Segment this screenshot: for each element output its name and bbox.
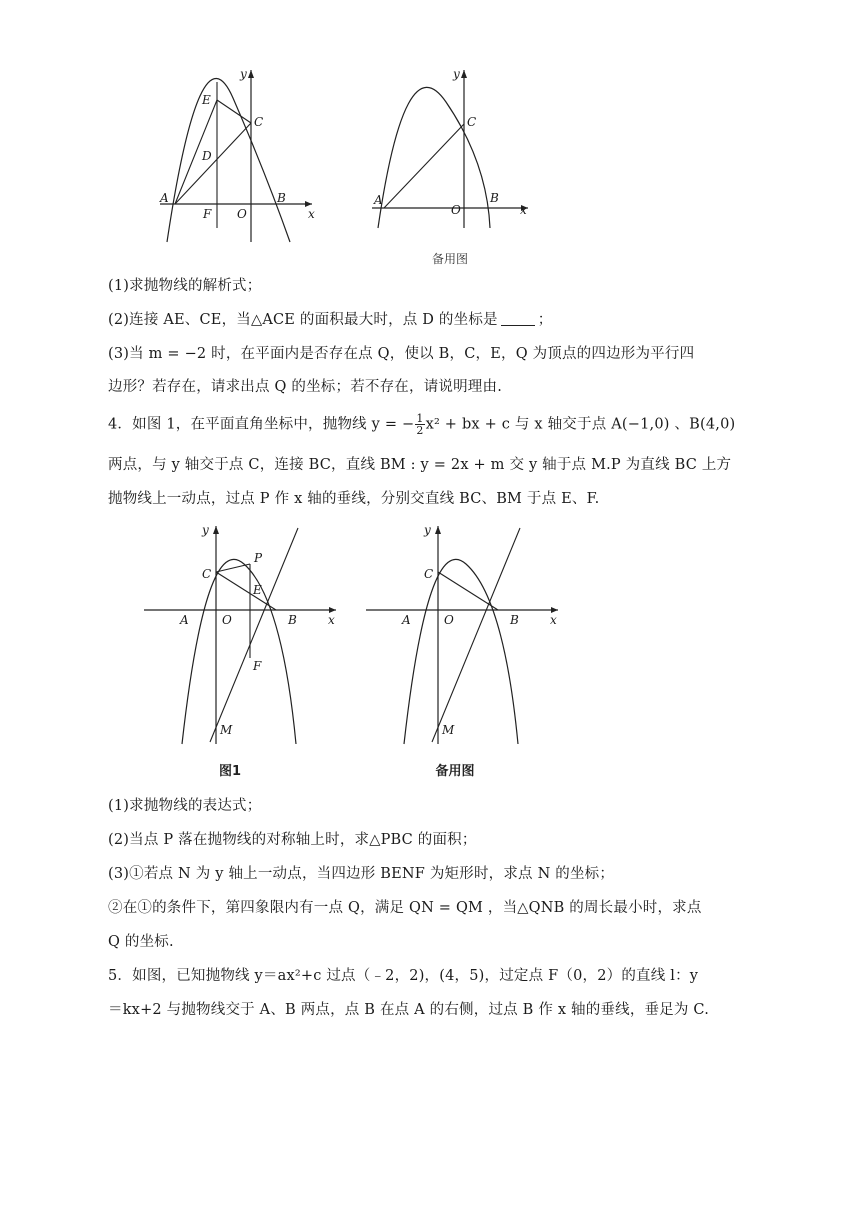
label-x: x <box>550 613 557 627</box>
label-y: y <box>240 67 247 81</box>
figure-q3-spare <box>360 62 540 232</box>
label-y: y <box>453 67 460 81</box>
label-a: A <box>402 613 411 627</box>
label-a: A <box>374 193 383 207</box>
q5-line2: ＝kx+2 与抛物线交于 A、B 两点，点 B 在点 A 的右侧，过点 B 作 x 轴的垂线，垂足为 C. <box>108 1002 710 1018</box>
label-c: C <box>202 567 212 581</box>
parabola <box>167 78 290 242</box>
q4-line1: 4．如图 1，在平面直角坐标中，抛物线 y = − $\frac{1}{2}$ x² + bx + c 与 x 轴交于点 A(−1,0) 、B(4,0) <box>108 412 736 437</box>
label-a: A <box>160 191 169 205</box>
q4-part2: (2)当点 P 落在抛物线的对称轴上时，求△PBC 的面积； <box>108 832 477 848</box>
label-o: O <box>237 207 247 221</box>
label-b: B <box>490 191 499 205</box>
q4-line3: 抛物线上一动点，过点 P 作 x 轴的垂线，分别交直线 BC、BM 于点 E、F. <box>108 491 600 507</box>
label-m: M <box>442 723 455 737</box>
q3-part2: (2)连接 AE、CE，当△ACE 的面积最大时，点 D 的坐标是 ； <box>108 312 553 328</box>
line-bm <box>432 528 520 742</box>
label-f: F <box>253 659 262 673</box>
q4-part1: (1)求抛物线的表达式； <box>108 798 262 814</box>
label-o: O <box>451 203 461 217</box>
label-e: E <box>253 583 262 597</box>
q3-part1: (1)求抛物线的解析式； <box>108 278 262 294</box>
label-c: C <box>467 115 477 129</box>
figure-q4-spare <box>362 520 572 750</box>
q4-part3b-line1: ②在①的条件下，第四象限内有一点 Q，满足 QN = QM ，当△QNB 的周长最小时，求点 <box>108 900 702 916</box>
label-o: O <box>444 613 454 627</box>
segment-ac <box>175 123 251 204</box>
figure-q3-main <box>140 62 330 252</box>
segment-ec <box>217 100 251 123</box>
caption-q4-fig1: 图1 <box>218 764 242 779</box>
label-e: E <box>202 93 211 107</box>
label-c: C <box>254 115 264 129</box>
figure-q4-1 <box>140 520 350 750</box>
label-p: P <box>254 551 263 565</box>
label-b: B <box>510 613 519 627</box>
q3-part3-line2: 边形？若存在，请求出点 Q 的坐标；若不存在，请说明理由. <box>108 379 503 395</box>
caption-q3-spare: 备用图 <box>431 252 468 266</box>
label-a: A <box>180 613 189 627</box>
label-y: y <box>424 523 431 537</box>
q4-line2: 两点，与 y 轴交于点 C，连接 BC，直线 BM : y = 2x + m 交 y 轴于点 M.P 为直线 BC 上方 <box>108 457 732 473</box>
label-d: D <box>202 149 212 163</box>
label-m: M <box>220 723 233 737</box>
q5-line1: 5．如图，已知抛物线 y＝ax²+c 过点（﹣2，2)，(4，5)，过定点 F（0，2）的直线 l：y <box>108 968 699 984</box>
label-c: C <box>424 567 434 581</box>
label-y: y <box>202 523 209 537</box>
answer-blank[interactable] <box>501 311 535 326</box>
q4-part3a: (3)①若点 N 为 y 轴上一动点，当四边形 BENF 为矩形时，求点 N 的坐标； <box>108 866 615 882</box>
label-x: x <box>308 207 315 221</box>
caption-q4-spare: 备用图 <box>435 764 475 779</box>
q4-part3b-line2: Q 的坐标. <box>108 934 174 950</box>
label-x: x <box>328 613 335 627</box>
q3-part3-line1: (3)当 m = −2 时，在平面内是否存在点 Q，使以 B，C，E，Q 为顶点的四边形为平行四 <box>108 346 695 362</box>
label-b: B <box>288 613 297 627</box>
parabola <box>378 87 490 228</box>
label-o: O <box>222 613 232 627</box>
label-f: F <box>203 207 212 221</box>
label-x: x <box>520 203 527 217</box>
fraction-one-half: $\frac{1}{2}$ <box>416 412 424 437</box>
label-b: B <box>277 191 286 205</box>
